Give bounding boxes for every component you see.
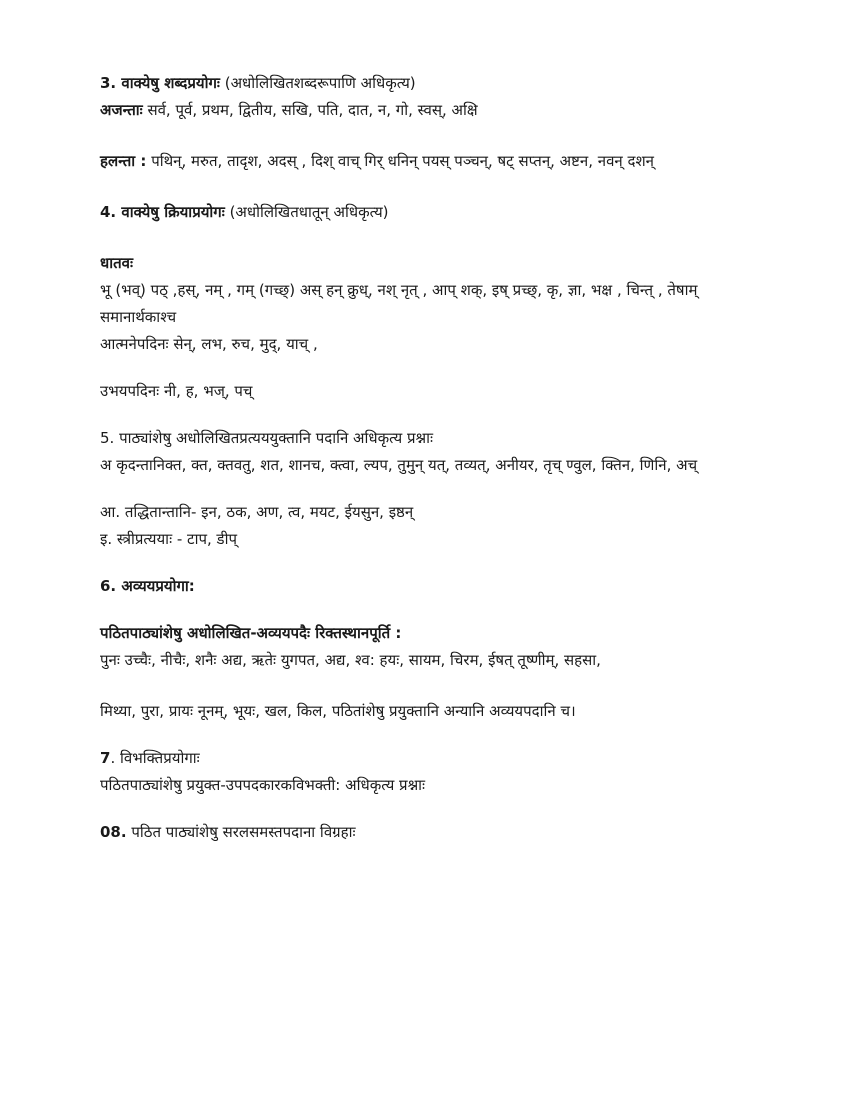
ajanta-label: अजन्ताः (100, 101, 143, 119)
section-8-heading (100, 819, 740, 846)
section-7-title: . विभक्तिप्रयोगाः (110, 749, 200, 767)
dhatavah-heading: धातवः (100, 254, 134, 272)
section-3-title: 3. वाक्येषु शब्दप्रयोगः (100, 74, 220, 92)
section-4-title: 4. वाक्येषु क्रियाप्रयोगः (100, 203, 225, 221)
dhatu-list: भू (भव्) पठ् ,हस्, नम् , गम् (गच्छ्) अस् हन् क्रुध्, नश् नृत् , आप् शक्, इष् प्रच्छ्, कृ, ज्ञा, भक्ष , चिन्त् , तेषाम् समानार्थकाश्च (100, 281, 698, 326)
section-7-number: 7 (100, 749, 111, 767)
section-6-heading: 6. अव्ययप्रयोगा: (100, 577, 195, 595)
avyaya-line-1: पुनः उच्चैः, नीचैः, शनैः अद्य, ऋतेः युगपत, अद्य, श्व: हयः, सायम, चिरम, ईषत् तूष्णीम्, सहसा, (100, 651, 601, 669)
ajanta-text: सर्व, पूर्व, प्रथम, द्वितीय, सखि, पति, दात, न, गो, स्वस्, अक्षि (142, 101, 478, 119)
section-4-heading (100, 199, 740, 226)
section-8-title: पठित पाठ्यांशेषु सरलसमस्तपदाना विग्रहाः (126, 823, 356, 841)
taddhita-line: आ. तद्धितान्तानि- इन, ठक, अण, त्व, मयट, ईयसुन, इष्ठन् (100, 503, 414, 521)
halanta-line (100, 148, 740, 175)
section-6-subheading: पठितपाठ्यांशेषु अधोलिखित-अव्ययपदैः रिक्तस्थानपूर्ति : (100, 624, 402, 642)
document-page (100, 70, 740, 846)
halanta-label: हलन्ता : (100, 152, 147, 170)
ubhayapadi-line: उभयपदिनः नी, ह, भज्, पच् (100, 382, 253, 400)
section-3-subtitle: (अधोलिखितशब्दरूपाणि अधिकृत्य) (219, 74, 416, 92)
section-4-subtitle: (अधोलिखितधातून् अधिकृत्य) (224, 203, 389, 221)
stri-pratyaya-line: इ. स्त्रीप्रत्ययाः - टाप, डीप् (100, 530, 237, 548)
ajanta-line (100, 97, 740, 124)
avyaya-line-2: मिथ्या, पुरा, प्रायः नूनम्, भूयः, खल, किल, पठितांशेषु प्रयुक्तानि अन्यानि अव्ययपदानि च। (100, 702, 576, 720)
section-8-number: 08. (100, 823, 127, 841)
halanta-text: पथिन्, मरुत, तादृश, अदस् , दिश् वाच् गिर् धनिन् पयस् पञ्चन्, षट् सप्तन्, अष्टन, नवन् दशन् (146, 152, 655, 170)
atmanepadi-line: आत्मनेपदिनः सेन्, लभ, रुच, मुद्, याच् , (100, 335, 318, 353)
section-3-heading (100, 70, 740, 97)
vibhakti-line: पठितपाठ्यांशेषु प्रयुक्त-उपपदकारकविभक्ती: अधिकृत्य प्रश्नाः (100, 776, 426, 794)
section-5-heading: 5. पाठ्यांशेषु अधोलिखितप्रत्यययुक्तानि पदानि अधिकृत्य प्रश्नाः (100, 429, 434, 447)
section-7-heading (100, 745, 740, 772)
krdanta-line: अ कृदन्तानिक्त, क्त, क्तवतु, शत, शानच, क्त्वा, ल्यप, तुमुन् यत्, तव्यत्, अनीयर, तृच् ण्वुल, क्तिन, णिनि, अच् (100, 456, 698, 474)
